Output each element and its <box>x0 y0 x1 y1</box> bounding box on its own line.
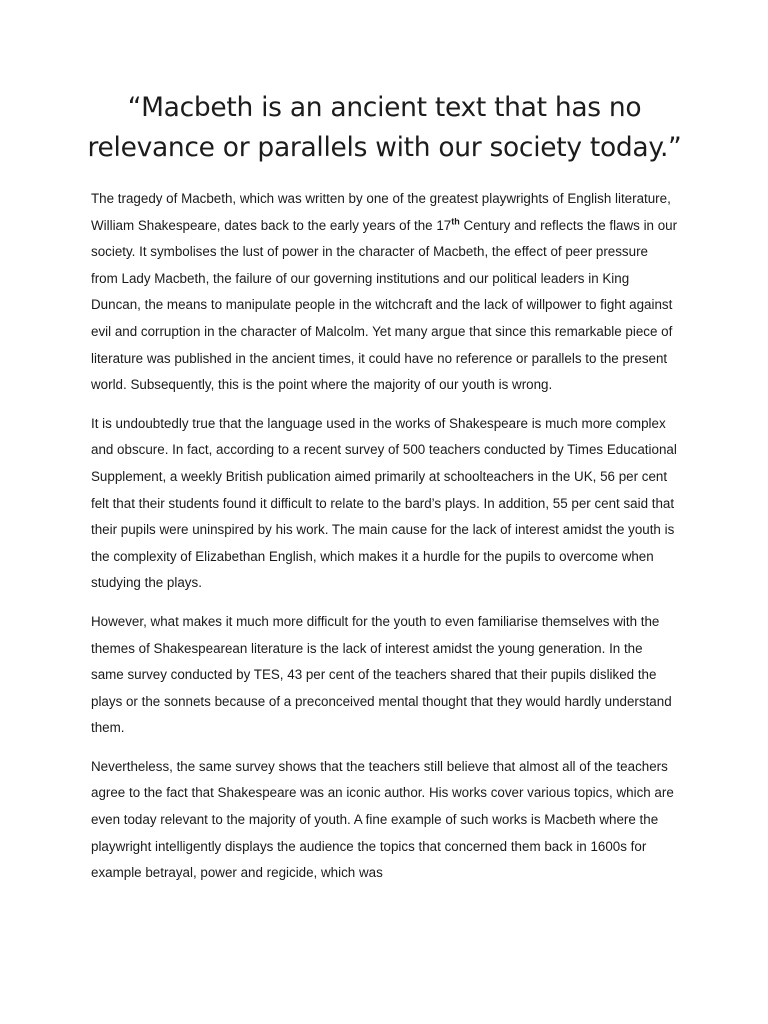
paragraph-3: However, what makes it much more difficult for the youth to even familiarise themselves with the themes of Shakespearean literature is the lack of interest amidst the young generation. In the same survey conducted by TES, 43 per cent of the teachers shared that their pupils disliked the plays or the sonnets because of a preconceived mental thought that they would hardly understand them. <box>91 613 672 736</box>
ordinal-superscript: th <box>451 216 460 227</box>
paragraph-4: Nevertheless, the same survey shows that the teachers still believe that almost all of the teachers agree to the fact that Shakespeare was an iconic author. His works cover various topics, which are even today relevant to the majority of youth. A fine example of such works is Macbeth where the playwright intelligently displays the audience the topics that concerned them back in 1600s for example betrayal, power and regicide, which was <box>91 758 674 881</box>
paragraph-1 <box>91 186 678 399</box>
paragraph-1-text-end: Century and reflects the flaws in our society. It symbolises the lust of power in the character of Macbeth, the effect of peer pressure from Lady Macbeth, the failure of our governing institutions and our political leaders in King Duncan, the means to manipulate people in the witchcraft and the lack of willpower to fight against evil and corruption in the character of Malcolm. Yet many argue that since this remarkable piece of literature was published in the ancient times, it could have no reference or parallels to the present world. Subsequently, this is the point where the majority of our youth is wrong. <box>91 217 678 393</box>
essay-title: “Macbeth is an ancient text that has no relevance or parallels with our society today.” <box>87 92 682 163</box>
paragraph-1-text-start: The tragedy of Macbeth, which was written by one of the greatest playwrights of English literature, William Shakespeare, dates back to the early years of the 17 <box>91 191 671 233</box>
paragraph-2: It is undoubtedly true that the language used in the works of Shakespeare is much more complex and obscure. In fact, according to a recent survey of 500 teachers conducted by Times Educational Supplement, a weekly British publication aimed primarily at schoolteachers in the UK, 56 per cent felt that their students found it difficult to relate to the bard’s plays. In addition, 55 per cent said that their pupils were uninspired by his work. The main cause for the lack of interest amidst the youth is the complexity of Elizabethan English, which makes it a hurdle for the pupils to overcome when studying the plays. <box>91 415 677 591</box>
